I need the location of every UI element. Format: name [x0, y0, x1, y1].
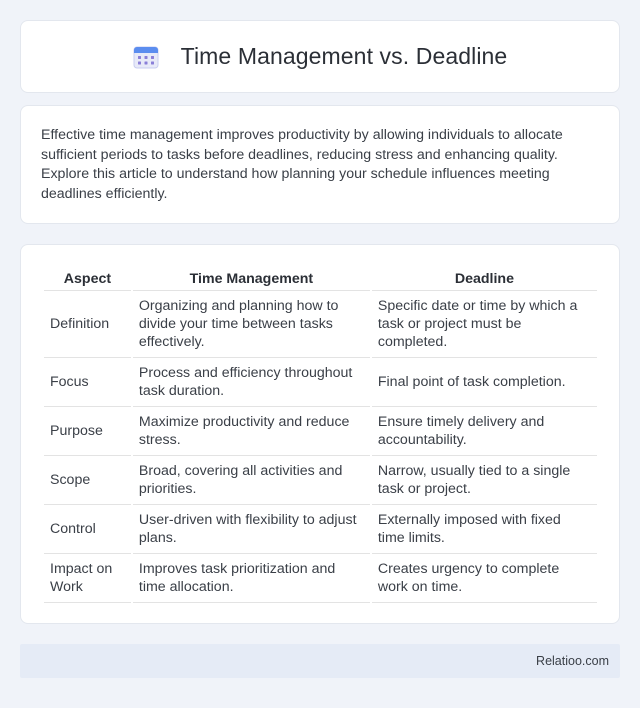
- footer-brand[interactable]: Relatioo.com: [536, 654, 609, 668]
- comparison-card: [20, 244, 620, 624]
- header-card: [20, 20, 620, 93]
- table-row: [44, 358, 597, 407]
- row-deadline: Externally imposed with fixed time limits.: [372, 505, 597, 554]
- table-row: [44, 456, 597, 505]
- row-aspect: Definition: [44, 291, 131, 358]
- row-time-management: Improves task prioritization and time allocation.: [133, 554, 370, 603]
- intro-card: [20, 105, 620, 224]
- row-time-management: Organizing and planning how to divide your time between tasks effectively.: [133, 291, 370, 358]
- row-aspect: Purpose: [44, 407, 131, 456]
- page-title: Time Management vs. Deadline: [180, 43, 508, 69]
- table-row: [44, 554, 597, 603]
- table-row: [44, 291, 597, 358]
- row-deadline: Creates urgency to complete work on time.: [372, 554, 597, 603]
- header-time-management: Time Management: [133, 265, 370, 291]
- intro-paragraph: Effective time management improves productivity by allowing individuals to allocate sufficient periods to tasks before deadlines, reducing stress and enhancing quality. Explore this article to understand how planning your schedule influences meeting deadlines efficiently.: [41, 127, 563, 202]
- row-aspect: Focus: [44, 358, 131, 407]
- table-header-row: [44, 265, 597, 291]
- row-aspect: Scope: [44, 456, 131, 505]
- row-time-management: Maximize productivity and reduce stress.: [133, 407, 370, 456]
- header-deadline: Deadline: [372, 265, 597, 291]
- header-aspect: Aspect: [44, 265, 131, 291]
- row-deadline: Ensure timely delivery and accountability.: [372, 407, 597, 456]
- table-row: [44, 505, 597, 554]
- row-time-management: Broad, covering all activities and priorities.: [133, 456, 370, 505]
- title-wrap: [133, 43, 508, 70]
- footer: [20, 644, 620, 678]
- row-deadline: Final point of task completion.: [372, 358, 597, 407]
- row-deadline: Specific date or time by which a task or project must be completed.: [372, 291, 597, 358]
- calendar-icon: [133, 45, 159, 69]
- table-row: [44, 407, 597, 456]
- comparison-table: [42, 265, 599, 603]
- row-deadline: Narrow, usually tied to a single task or project.: [372, 456, 597, 505]
- row-aspect: Control: [44, 505, 131, 554]
- row-aspect: Impact on Work: [44, 554, 131, 603]
- row-time-management: User-driven with flexibility to adjust plans.: [133, 505, 370, 554]
- row-time-management: Process and efficiency throughout task duration.: [133, 358, 370, 407]
